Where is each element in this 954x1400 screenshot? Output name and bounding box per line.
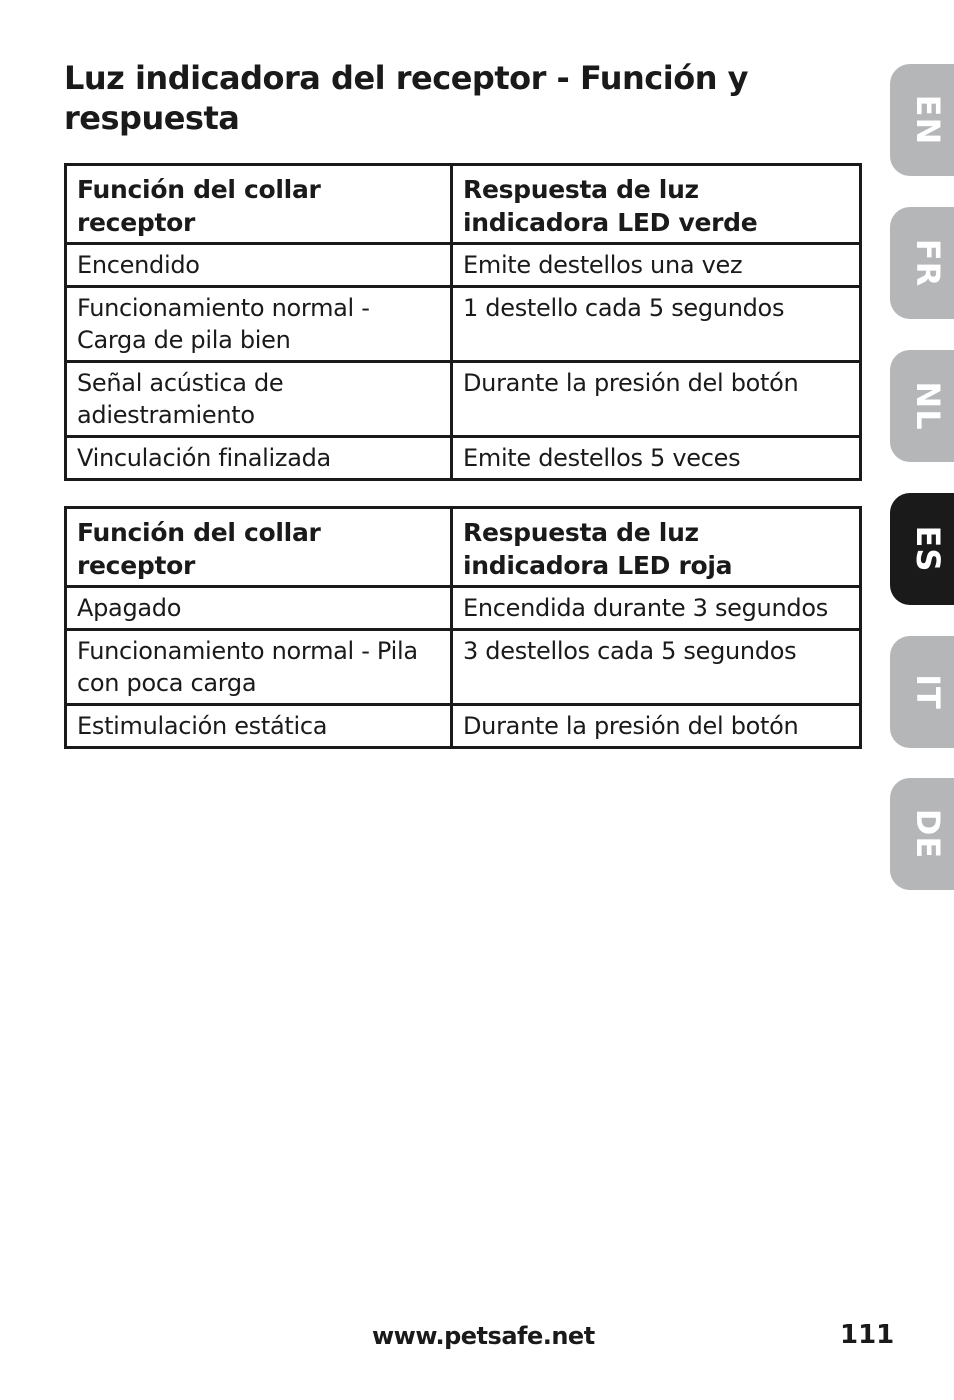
table-row (66, 437, 861, 480)
table-cell: Emite destellos una vez (452, 244, 861, 287)
table-cell: 1 destello cada 5 segundos (452, 287, 861, 362)
table-row (66, 287, 861, 362)
table-header-cell: Respuesta de luz indicadora LED verde (452, 165, 861, 244)
language-tab-label: DE (909, 808, 947, 860)
table-cell: 3 destellos cada 5 segundos (452, 630, 861, 705)
table-cell: Emite destellos 5 veces (452, 437, 861, 480)
language-tab-label: ES (909, 525, 947, 573)
language-tab-it[interactable] (890, 636, 954, 748)
table-cell: Estimulación estática (66, 705, 452, 748)
table-header-cell: Respuesta de luz indicadora LED roja (452, 508, 861, 587)
red-led-table (64, 506, 862, 749)
table-header-row (66, 165, 861, 244)
language-tab-es[interactable] (890, 493, 954, 605)
table-cell: Vinculación finalizada (66, 437, 452, 480)
table-cell: Encendido (66, 244, 452, 287)
language-tab-label: NL (909, 381, 947, 431)
table-cell: Funcionamiento normal - Carga de pila bien (66, 287, 452, 362)
table-row (66, 244, 861, 287)
page-number: 111 (840, 1320, 895, 1350)
table-cell: Durante la presión del botón (452, 705, 861, 748)
language-tab-label: FR (909, 238, 947, 288)
table-header-row (66, 508, 861, 587)
table-cell: Funcionamiento normal - Pila con poca carga (66, 630, 452, 705)
table-cell: Señal acústica de adiestramiento (66, 362, 452, 437)
green-led-table (64, 163, 862, 481)
table-row (66, 362, 861, 437)
language-tab-en[interactable] (890, 64, 954, 176)
page-title: Luz indicadora del receptor - Función y respuesta (64, 59, 748, 137)
table-cell: Durante la presión del botón (452, 362, 861, 437)
language-tab-de[interactable] (890, 778, 954, 890)
language-tab-nl[interactable] (890, 350, 954, 462)
table-header-cell: Función del collar receptor (66, 508, 452, 587)
table-cell: Apagado (66, 587, 452, 630)
table-row (66, 705, 861, 748)
language-tab-label: EN (909, 94, 947, 146)
table-row (66, 587, 861, 630)
language-tab-fr[interactable] (890, 207, 954, 319)
table-row (66, 630, 861, 705)
footer-url: www.petsafe.net (372, 1322, 595, 1350)
table-header-cell: Función del collar receptor (66, 165, 452, 244)
language-tab-label: IT (909, 674, 947, 710)
table-cell: Encendida durante 3 segundos (452, 587, 861, 630)
